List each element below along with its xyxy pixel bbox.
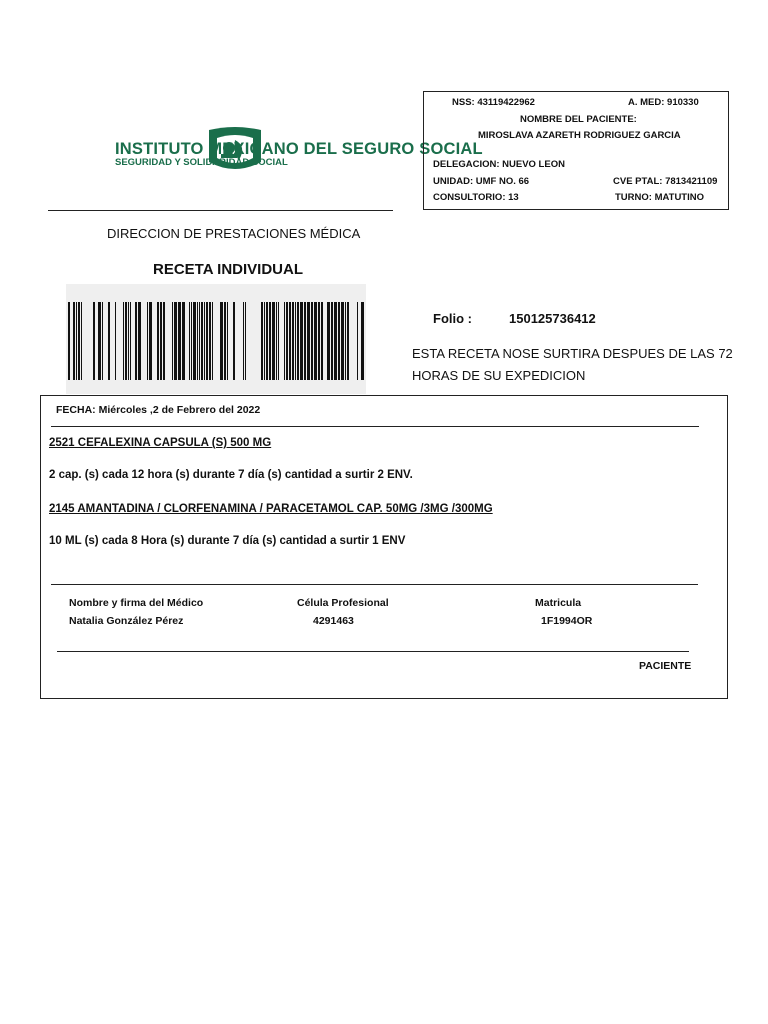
barcode-bar [307, 302, 310, 380]
patient-signature-label: PACIENTE [639, 660, 692, 672]
cve-ptal: CVE PTAL: 7813421109 [613, 176, 718, 187]
barcode-bar [292, 302, 294, 380]
barcode-bar [174, 302, 177, 380]
barcode-bar [261, 302, 263, 380]
prescription-box [40, 395, 728, 699]
barcode-bar [224, 302, 226, 380]
doctor-name: Natalia González Pérez [69, 615, 184, 627]
barcode-bar [135, 302, 137, 380]
folio-label: Folio : [433, 311, 472, 326]
barcode-bar [160, 302, 162, 380]
barcode-bar [172, 302, 173, 380]
barcode-bar [206, 302, 208, 380]
barcode-bar [182, 302, 185, 380]
barcode-bar [245, 302, 246, 380]
barcode-bar [314, 302, 317, 380]
date-divider [51, 426, 699, 427]
barcode-bar [269, 302, 271, 380]
department: DIRECCION DE PRESTACIONES MÉDICA [107, 226, 361, 241]
patient-signature-line [57, 651, 689, 652]
barcode-bar [233, 302, 235, 380]
barcode-bar [199, 302, 200, 380]
barcode-bar [73, 302, 75, 380]
delegacion: DELEGACION: NUEVO LEON [433, 159, 565, 170]
barcode-bar [78, 302, 80, 380]
barcode-bar [334, 302, 337, 380]
logo-title: INSTITUTO MEXICANO DEL SEGURO SOCIAL [115, 140, 483, 158]
barcode-bar [125, 302, 127, 380]
barcode-bar [128, 302, 129, 380]
barcode-bar [115, 302, 116, 380]
nss: NSS: 43119422962 [452, 97, 535, 108]
barcode-bar [227, 302, 228, 380]
matricula-value: 1F1994OR [541, 615, 593, 627]
barcode-bar [266, 302, 268, 380]
notice-line-1: ESTA RECETA NOSE SURTIRA DESPUES DE LAS 72 [412, 346, 733, 361]
cedula-value: 4291463 [313, 615, 354, 627]
barcode-bar [147, 302, 148, 380]
barcode-bar [212, 302, 213, 380]
drug-2: 2145 AMANTADINA / CLORFENAMINA / PARACETAMOL CAP. 50MG /3MG /300MG [49, 503, 493, 515]
cedula-label: Célula Profesional [297, 597, 389, 609]
turno: TURNO: MATUTINO [615, 192, 705, 203]
patient-info-box [423, 91, 729, 210]
barcode-bar [243, 302, 244, 380]
barcode-bar [157, 302, 159, 380]
barcode [66, 284, 366, 394]
patient-name-label: NOMBRE DEL PACIENTE: [520, 114, 637, 125]
notice-line-2: HORAS DE SU EXPEDICION [412, 368, 586, 383]
barcode-bar [98, 302, 101, 380]
barcode-bar [347, 302, 349, 380]
barcode-bar [338, 302, 340, 380]
signature-divider [51, 584, 698, 585]
barcode-bar [163, 302, 165, 380]
barcode-area [66, 284, 366, 394]
barcode-bar [300, 302, 303, 380]
folio-value: 150125736412 [509, 311, 596, 326]
a-med: A. MED: 910330 [628, 97, 699, 108]
dosage-2: 10 ML (s) cada 8 Hora (s) durante 7 día (s) cantidad a surtir 1 ENV [49, 535, 406, 547]
barcode-bar [286, 302, 288, 380]
barcode-bar [276, 302, 277, 380]
barcode-bar [76, 302, 77, 380]
header-divider [48, 210, 393, 211]
barcode-bar [81, 302, 82, 380]
logo-subtitle: SEGURIDAD Y SOLIDARIDAD SOCIAL [115, 157, 288, 168]
barcode-bar [197, 302, 198, 380]
unidad: UNIDAD: UMF NO. 66 [433, 176, 530, 187]
barcode-bar [220, 302, 223, 380]
barcode-bar [311, 302, 313, 380]
barcode-bar [304, 302, 306, 380]
barcode-bar [178, 302, 181, 380]
barcode-bar [297, 302, 299, 380]
consultorio: CONSULTORIO: 13 [433, 192, 519, 203]
barcode-bar [189, 302, 190, 380]
barcode-bar [138, 302, 141, 380]
barcode-bar [191, 302, 192, 380]
barcode-bar [130, 302, 131, 380]
barcode-bar [149, 302, 152, 380]
barcode-bar [68, 302, 70, 380]
barcode-bar [284, 302, 285, 380]
patient-name: MIROSLAVA AZARETH RODRIGUEZ GARCIA [478, 130, 681, 141]
barcode-bar [321, 302, 323, 380]
barcode-bar [209, 302, 211, 380]
barcode-bar [331, 302, 333, 380]
barcode-bar [123, 302, 124, 380]
barcode-bar [93, 302, 95, 380]
barcode-bar [278, 302, 279, 380]
barcode-bar [345, 302, 346, 380]
doctor-name-label: Nombre y firma del Médico [69, 597, 204, 609]
prescription-date: FECHA: Miércoles ,2 de Febrero del 2022 [56, 404, 261, 416]
barcode-bar [201, 302, 203, 380]
barcode-bar [361, 302, 364, 380]
barcode-bar [327, 302, 330, 380]
matricula-label: Matricula [535, 597, 582, 609]
barcode-bar [193, 302, 196, 380]
barcode-bar [295, 302, 296, 380]
barcode-bar [357, 302, 358, 380]
barcode-bar [108, 302, 110, 380]
barcode-bar [102, 302, 103, 380]
barcode-bar [272, 302, 275, 380]
barcode-bar [264, 302, 265, 380]
dosage-1: 2 cap. (s) cada 12 hora (s) durante 7 día (s) cantidad a surtir 2 ENV. [49, 469, 413, 481]
barcode-bar [289, 302, 291, 380]
barcode-bar [204, 302, 205, 380]
barcode-bar [341, 302, 344, 380]
document-title: RECETA INDIVIDUAL [153, 261, 303, 278]
barcode-bar [318, 302, 320, 380]
drug-1: 2521 CEFALEXINA CAPSULA (S) 500 MG [49, 437, 272, 449]
